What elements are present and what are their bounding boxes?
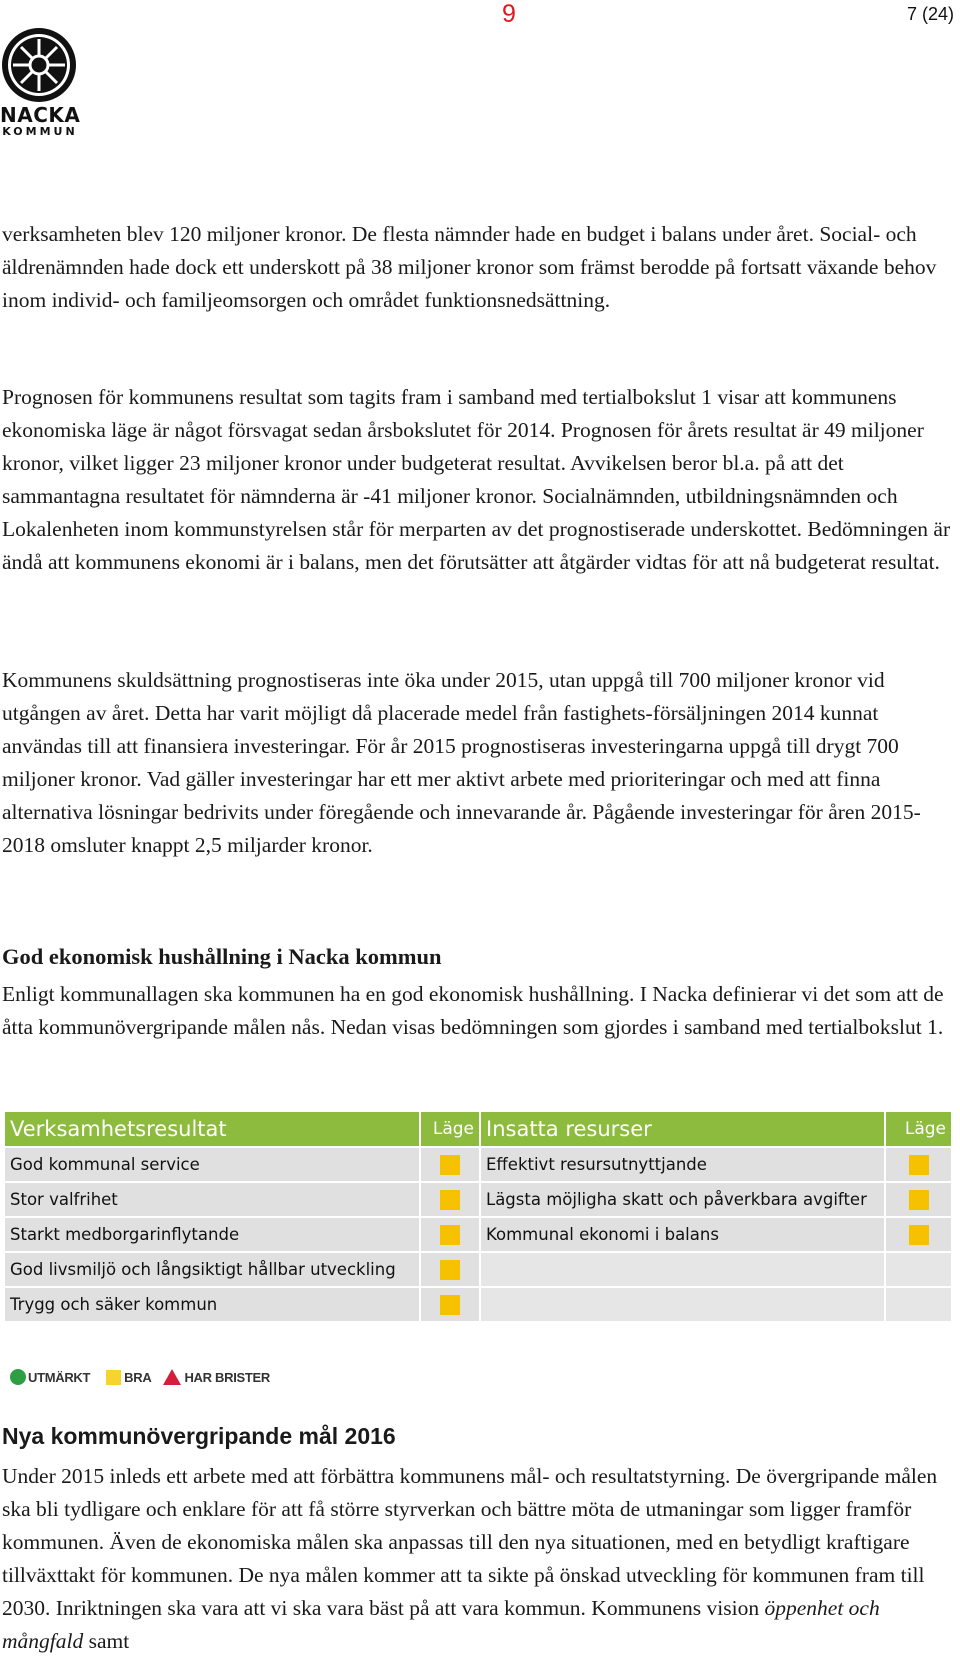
table-row xyxy=(4,1287,952,1322)
status-legend xyxy=(10,1365,270,1389)
section-heading-2: Nya kommunövergripande mål 2016 xyxy=(2,1423,396,1449)
section-heading-1: God ekonomisk hushållning i Nacka kommun xyxy=(2,944,442,969)
goal-label: God livsmiljö och långsiktigt hållbar utveckling xyxy=(4,1252,420,1287)
logo-subword: KOMMUN xyxy=(2,125,78,138)
table-row xyxy=(4,1217,952,1252)
paragraph-1: verksamheten blev 120 miljoner kronor. De flesta nämnder hade en budget i balans under året. Social- och äldrenämnden hade dock ett underskott på 38 miljoner kronor som främst berodde på fortsatt växande behov inom individ- och familjeomsorgen och området funktionsnedsättning. xyxy=(2,222,937,312)
status-ok-icon xyxy=(440,1295,460,1315)
section-body-2-text: Under 2015 inleds ett arbete med att förbättra kommunens mål- och resultatstyrning. De övergripande målen ska bli tydligare och enklare för att få större styrverkan och bättre möta de utmaningar som ligger framför kommunen. Även de ekonomiska målen ska anpassas till den nya situationen, med en betydligt kraftigare tillväxttakt för kommunen. De nya målen kommer att ta sikte på önskad utveckling för kommunen fram till 2030. Inriktningen ska vara att vi ska vara bäst på att vara kommun. Kommunens vision xyxy=(2,1464,938,1620)
logo-emblem-icon xyxy=(0,26,78,104)
table-row xyxy=(4,1252,952,1287)
section-body-1: Enligt kommunallagen ska kommunen ha en god ekonomisk hushållning. I Nacka definierar vi det som att de åtta kommunövergripande målen nås. Nedan visas bedömningen som gjordes i samband med tertialbokslut 1. xyxy=(2,982,944,1039)
goal-label: Trygg och säker kommun xyxy=(4,1287,420,1322)
red-page-number: 9 xyxy=(502,0,516,28)
goal-label: God kommunal service xyxy=(4,1147,420,1182)
goal-label: Kommunal ekonomi i balans xyxy=(480,1217,885,1252)
green-circle-icon xyxy=(10,1369,26,1385)
goal-label: Stor valfrihet xyxy=(4,1182,420,1217)
empty-cell xyxy=(480,1252,885,1287)
status-ok-icon xyxy=(440,1190,460,1210)
legend-bad-label: HAR BRISTER xyxy=(184,1369,270,1385)
table-row xyxy=(4,1182,952,1217)
section-body-2 xyxy=(2,1460,952,1658)
status-ok-icon xyxy=(440,1155,460,1175)
empty-cell xyxy=(885,1287,952,1322)
empty-cell xyxy=(480,1287,885,1322)
table-header-row xyxy=(4,1111,952,1147)
goal-label: Lägsta möjligha skatt och påverkbara avgifter xyxy=(480,1182,885,1217)
goal-label: Effektivt resursutnyttjande xyxy=(480,1147,885,1182)
yellow-square-icon xyxy=(106,1370,121,1385)
header-insatta-resurser: Insatta resurser xyxy=(480,1111,885,1147)
status-ok-icon xyxy=(909,1190,929,1210)
status-ok-icon xyxy=(909,1225,929,1245)
header-verksamhetsresultat: Verksamhetsresultat xyxy=(4,1111,420,1147)
status-ok-icon xyxy=(440,1260,460,1280)
header-lage-left: Läge xyxy=(420,1111,480,1147)
goal-label: Starkt medborgarinflytande xyxy=(4,1217,420,1252)
empty-cell xyxy=(885,1252,952,1287)
red-triangle-icon xyxy=(163,1369,181,1385)
logo-word: NACKA xyxy=(0,103,81,127)
legend-ok-label: BRA xyxy=(124,1369,152,1385)
page-count: 7 (24) xyxy=(906,4,954,24)
goals-table xyxy=(3,1110,953,1323)
paragraph-2: Prognosen för kommunens resultat som tagits fram i samband med tertialbokslut 1 visar att kommunens ekonomiska läge är något försvagat sedan årsbokslutet för 2014. Prognosen för årets resultat är 49 miljoner kronor, vilket ligger 23 miljoner kronor under budgeterat resultat. Avvikelsen beror bl.a. på att det sammantagna resultatet för nämnderna är -41 miljoner kronor. Socialnämnden, utbildningsnämnden och Lokalenheten inom kommunstyrelsen står för merparten av det prognostiserade underskottet. Bedömningen är ändå att kommunens ekonomi är i balans, men det förutsätter att åtgärder vidtas för att nå budgeterat resultat. xyxy=(2,385,951,574)
header-lage-right: Läge xyxy=(885,1111,952,1147)
paragraph-3: Kommunens skuldsättning prognostiseras inte öka under 2015, utan uppgå till 700 miljoner kronor vid utgången av året. Detta har varit möjligt då placerade medel från fastighets-försäljningen 2014 kunnat användas till att finansiera investeringar. För år 2015 prognostiseras investeringarna uppgå till drygt 700 miljoner kronor. Vad gäller investeringar har ett mer aktivt arbete med prioriteringar och med att finna alternativa lösningar bedrivits under föregående och innevarande år. Pågående investeringar för åren 2015-2018 omsluter knappt 2,5 miljarder kronor. xyxy=(2,668,921,857)
status-ok-icon xyxy=(440,1225,460,1245)
vision-emphasis: öppenhet och mångfald xyxy=(2,1596,880,1653)
section-body-2-end: samt xyxy=(83,1629,130,1653)
legend-good-label: UTMÄRKT xyxy=(28,1369,91,1385)
status-ok-icon xyxy=(909,1155,929,1175)
table-row xyxy=(4,1147,952,1182)
